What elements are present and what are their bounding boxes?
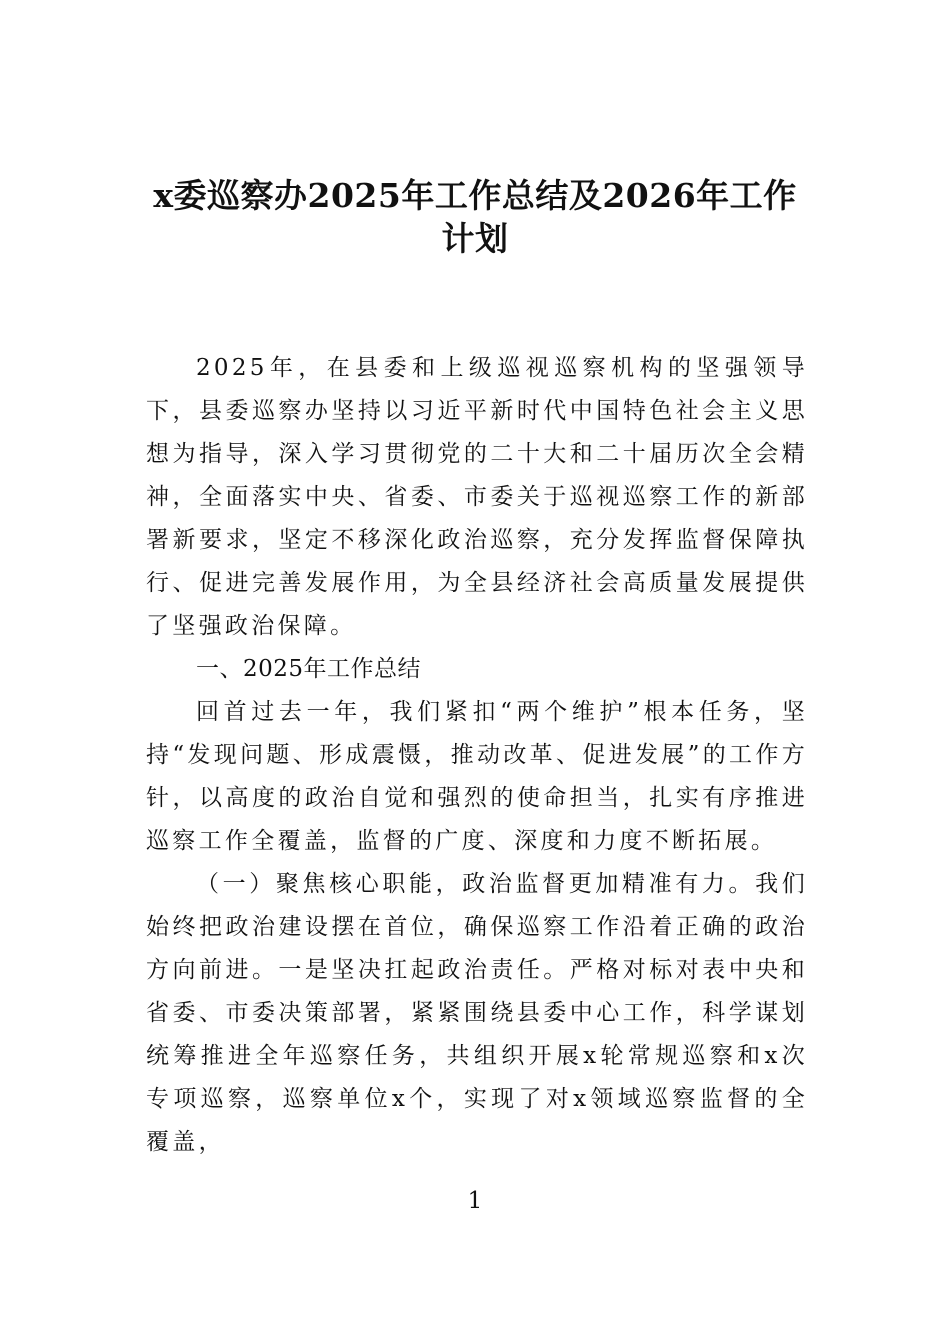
document-title-line-1: x委巡察办2025年工作总结及2026年工作: [153, 176, 797, 215]
subsection-paragraph: （一）聚焦核心职能，政治监督更加精准有力。我们始终把政治建设摆在首位，确保巡察工作沿着正确的政治方向前进。一是坚决扛起政治责任。严格对标对表中央和省委、市委决策部署，紧紧围绕县委中心工作，科学谋划统筹推进全年巡察任务，共组织开展x轮常规巡察和x次专项巡察，巡察单位x个，实现了对x领域巡察监督的全覆盖，: [146, 871, 808, 1155]
document-body: [146, 347, 808, 1164]
page-number: 1: [467, 1188, 483, 1214]
summary-paragraph: 回首过去一年，我们紧扣“两个维护”根本任务，坚持“发现问题、形成震慑，推动改革、促进发展”的工作方针，以高度的政治自觉和强烈的使命担当，扎实有序推进巡察工作全覆盖，监督的广度、深度和力度不断拓展。: [146, 699, 808, 854]
section-heading: 一、2025年工作总结: [196, 656, 422, 682]
document-title-line-2: 计划: [441, 219, 509, 258]
intro-paragraph: 2025年，在县委和上级巡视巡察机构的坚强领导下，县委巡察办坚持以习近平新时代中国特色社会主义思想为指导，深入学习贯彻党的二十大和二十届历次全会精神，全面落实中央、省委、市委关于巡视巡察工作的新部署新要求，坚定不移深化政治巡察，充分发挥监督保障执行、促进完善发展作用，为全县经济社会高质量发展提供了坚强政治保障。: [146, 355, 808, 639]
